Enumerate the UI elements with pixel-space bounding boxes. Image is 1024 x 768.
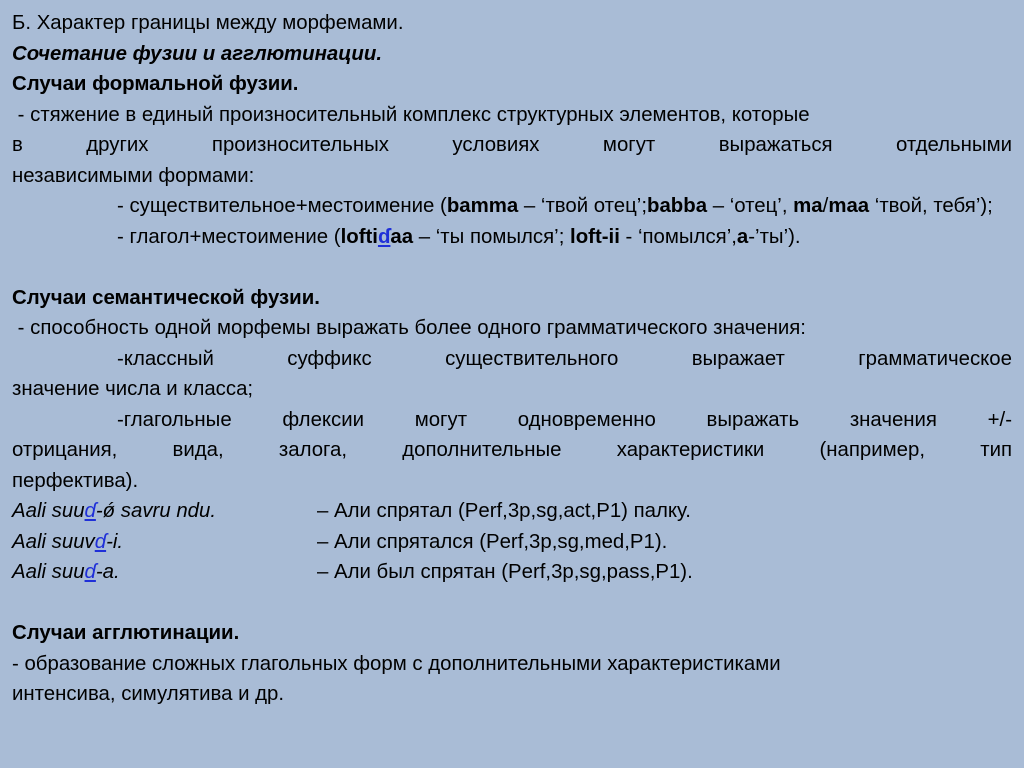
formal-fusion-para-line2: в других произносительных условиях могут выражаться отдельными (12, 134, 1012, 156)
formal-fusion-para-line1: - стяжение в единый произносительный комплекс структурных элементов, которые (12, 103, 810, 126)
semantic-item1-line1: -классный суффикс существительного выражает грамматическое (117, 347, 1012, 370)
example-gloss: – Али был спрятан (Perf,3p,sg,pass,P1). (317, 561, 693, 583)
example-form: Aali suuɗ-ǿ savru ndu. (12, 500, 217, 522)
example-form: Aali suuɗ-a. (12, 561, 120, 583)
semantic-item2-line2: отрицания, вида, залога, дополнительные характеристики (например, тип (12, 439, 1012, 461)
semantic-item1-line2: значение числа и класса; (12, 378, 254, 400)
example-form: Aali suuvɗ-i. (12, 530, 124, 553)
semantic-item2-line3: перфектива). (12, 469, 139, 492)
spacer (12, 588, 1012, 619)
section-heading: Б. Характер границы между морфемами. (12, 12, 404, 34)
semantic-fusion-title: Случаи семантической фузии. (12, 286, 320, 309)
example-row (12, 527, 1012, 558)
formal-example-noun-pronoun: - существительное+местоимение (bamma – ‘твой отец’;babba – ‘отец’, ma/maa ‘твой, тебя’); (117, 195, 993, 217)
example-gloss: – Али спрятал (Perf,3p,sg,act,P1) палку. (317, 500, 691, 522)
example-row (12, 557, 1012, 588)
example-row (12, 496, 1012, 527)
section-subheading: Сочетание фузии и агглютинации. (12, 42, 383, 65)
example-gloss: – Али спрятался (Perf,3p,sg,med,P1). (317, 530, 668, 553)
formal-fusion-title: Случаи формальной фузии. (12, 73, 299, 95)
spacer (12, 252, 1012, 283)
semantic-fusion-para: - способность одной морфемы выражать более одного грамматического значения: (12, 317, 806, 339)
agglutination-line1: - образование сложных глагольных форм с дополнительными характеристиками (12, 652, 781, 675)
formal-example-verb-pronoun: - глагол+местоимение (loftiɗaa – ‘ты помылся’; loft-ii - ‘помылся’,a-’ты’). (117, 225, 801, 248)
semantic-item2-line1: -глагольные флексии могут одновременно выражать значения +/- (117, 408, 1012, 431)
formal-fusion-para-line3: независимыми формами: (12, 164, 255, 187)
agglutination-title: Случаи агглютинации. (12, 622, 240, 644)
agglutination-line2: интенсива, симулятива и др. (12, 683, 285, 705)
